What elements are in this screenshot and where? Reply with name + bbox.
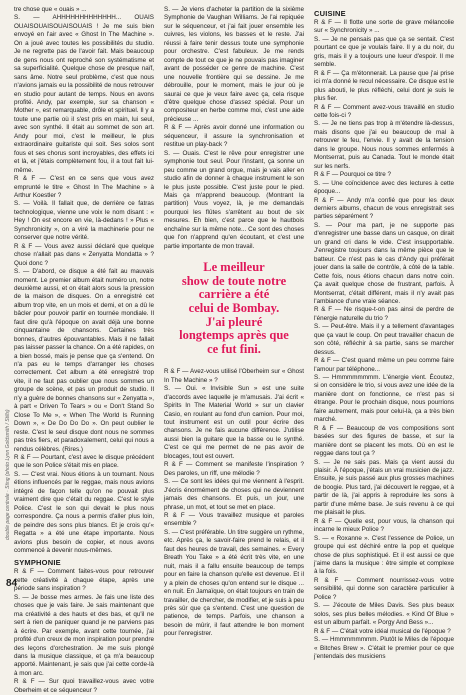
paragraph: R & F — Sur quoi travaillez-vous avec votre Oberheim et ce séquenceur ? [14,678,154,694]
paragraph: S. — Ce sont les idées qui me viennent à l'esprit. J'écris énormément de choses qui ne deviennent jamais des chansons. Et puis, un jour, une phrase, un mot, et tout se met en place. [164,478,304,511]
paragraph: R & F — Andy m'a confié que pour les deux derniers albums, chacun de vous enregistrait ses parties séparément ? [314,196,454,221]
paragraph: R & F — Pourtant, c'est avec le disque précédent que le son Police s'était mis en place. [14,454,154,470]
paragraph: S. — Je ne sais pas. Mais ça vient aussi du plaisir. À l'époque, j'étais un vrai musicien de jazz. Ensuite, je suis passé aux plus grosses machines de boogie. Plus tard, j'ai découvert le reggae, et à partir de là, j'ai appris à reproduire les sons à partir d'une même base. Je suis revenu à ce qui me plaisait le plus. [314,458,454,517]
pull-quote-line: Le meilleur [203,260,265,275]
paragraph: R & F — C'est en ce sens que vous avez emprunté le titre « Ghost In The Machine » à Arthur Koestler ? [14,175,154,199]
paragraph: S. — Ouais. C'est le rêve pour enregistrer une symphonie tout seul. Pour l'instant, ça sonne un peu comme un grand orgue, mais je vais aller en studio afin de donner à chaque instrument le son le plus juste possible. C'est juste pour le pied. Mais ça m'apprend beaucoup. (Montrant la partition) Vous voyez, là, je me demandais pourquoi les flûtes s'arrêtent au bout de six mesures. Eh bien, c'est parce que le hautbois enchaîne sur la même note... Ce sont des choses que l'on n'apprend qu'en écoutant, et c'est une partie importante de mon travail. [164,149,304,250]
paragraph: S. — D'abord, ce disque a été fait au mauvais moment. Le premier album était numéro un, notre deuxième aussi, et on était alors sous la pression de la maison de disques. On a enregistré cet album trop vite, en un mois et demi, et on a dû le bâcler pour pouvoir partir en tournée mondiale. Il faut dire qu'à l'époque on avait déjà une bonne cinquantaine de chansons. Certaines très bonnes, d'autres épouvantables. Mais il ne fallait pas laisser passer la chance. On a été rapides, on a bien bossé, mais je pense que ça s'entend. On n'a pas eu le temps d'arranger les choses correctement. Cet album a été enregistré trop vite, il ne faut pas oublier que nous sommes un groupe de scène, et pas un produit de studio. Il n'y a guère de bonnes chansons sur « Zenyatta », à part « Driven To Tears » ou « Don't Stand So Close To Me », « When The World Is Running Down », « De Do Do Do ». On peut oublier le reste. C'est le seul disque dont nous ne sommes pas très fiers, et paradoxalement, celui qui nous a rendus célèbres. (Rires.) [14,268,155,453]
paragraph: R & F — Avez-vous utilisé l'Oberheim sur « Ghost In The Machine » ? [164,368,304,384]
paragraph: R & F — Quelle est, pour vous, la chanson qui incarne le mieux Police ? [314,517,454,534]
paragraph: R & F — Après avoir donné une information ou séquenceur, il assure la synchronisation et restitue un play-back ? [164,124,304,149]
paragraph: R & F — C'est quand même un peu comme faire l'amour par téléphone... [314,357,454,373]
section-heading: SYMPHONIE [14,558,61,568]
column-1 [14,6,155,694]
paragraph: R & F — C'était votre idéal musical de l'époque ? [314,627,451,635]
pull-quote-line: longtemps après que [179,328,289,343]
paragraph: S. — C'est vrai. Nous étions à un tournant. Nous étions influencés par le reggae, mais nous avions intégré de façon telle qu'on ne pouvait plus vraiment dire que c'était du reggae. C'est le style Police. C'est le son qui devait le plus nous correspondre. Ça nous a permis d'aller plus loin, de peindre des sons plus blancs. Et je crois qu'« Regatta » a été une étape importante. Nous avions plus besoin de copier, et nous avons commencé à devenir nous-mêmes. [14,470,154,554]
paragraph: S. — Une coïncidence avec des lectures à cette époque... [314,179,454,196]
paragraph: R & F — Comment nourrissez-vous votre sensibilité, qui donne son caractère particulier à Police ? [314,576,454,601]
paragraph: R & F — Pourquoi ce titre ? [314,171,391,179]
pull-quote-line: J'ai pleuré [205,314,263,329]
paragraph: R & F — Ne risque-t-on pas ainsi de perdre de l'énergie naturelle du trio ? [314,306,454,322]
paragraph: S. — Hmmmmmmmm. Plutôt le Miles de l'époque « Bitches Brew ». C'était le premier pour ce que j'entendais des musiciens [314,636,454,660]
paragraph: S. — « Roxanne ». C'est l'essence de Police, un groupe qui est déchiré entre la pop et quelque chose de plus sophistiqué. Et il est aussi ce que j'aime dans la musique : être simple et complexe à la fois. [314,534,454,576]
paragraph: tre chose que « ouais » ... [14,6,87,13]
paragraph: S. — Pour ma part, je ne supporte pas d'enregistrer une basse dans un casque, on dirait un grand cri dans le vide. C'est insupportable. J'enregistre toujours dans la même pièce que le batteur. Ce n'est pas le cas d'Andy qui préférait jouer dans la salle de contrôle, à côté de la table. Cette fois, nous étions chacun dans notre coin. Ça avait quelque chose de frustrant, parfois. À Montserrat, c'était différent, mais il n'y avait pas l'ambiance d'une vraie séance. [314,221,454,305]
paragraph: S. — Oui. « Invisible Sun » est une suite d'accords avec laquelle je m'amusais. J'ai écrit « Spirits In The Material World » sur un clavier Casio, en roulant au fond d'un camion. Pour moi, tout instrument est un outil pour écrire des chansons. Je ne fais aucune différence. J'utilise aussi bien la guitare que la basse ou le synthé. C'est ce qui me permet de ne pas avoir de blocages, tout est ouvert. [164,385,304,460]
paragraph: S. — Je viens d'acheter la partition de la sixième Symphonie de Vaughan Williams. Je l'ai repiquée sur le séquenceur, et j'ai fait jouer ensemble les cuivres, les violons, les basses et le reste. J'ai réussi à faire tenir dessus toute une symphonie pour orchestre. C'est fabuleux. Je me rends compte de tout ce que je ne pouvais pas imaginer avant de posséder ce genre de machine. C'est une nouvelle frontière qui se dessine. Je me débrouille, pour le moment, mais le jour où je saurai ce que je veux faire avec ça, cela risque d'être quelque chose d'assez spécial. Pour un compositeur en herbe comme moi, c'est une aide précieuse ... [164,6,304,123]
pull-quote [164,259,304,358]
paragraph: R & F — Comment faites-vous pour retrouver cette créativité à chaque étape, après une période sans inspiration ? [14,568,154,593]
paragraph: S. — C'est préférable. Un titre suggère un rythme, etc. Après ça, le savoir-faire prend le relais, et il faut des heures de travail, des semaines. « Every Breath You Take » a été écrit très vite, en une nuit, mais il a fallu ensuite beaucoup de temps pour en faire la chanson qu'elle est devenue. Et il y a plein de choses qu'on entend sur le disque ... en nuit. En Jamaïque, on était toujours en train de travailler, de chercher, de modifier, et je suis à peu près sûr que ça s'entend. C'est une question de patience, de temps. Parfois, une chanson a besoin de mûrir, il faut attendre le bon moment pour l'enregistrer. [164,528,305,638]
pull-quote-line: carrière a été [198,287,270,302]
paragraph: R & F — Comment se manifeste l'inspiration ? Des paroles, un riff, une mélodie ? [164,461,304,477]
paragraph: S. — Voilà. Il fallait que, de derrière ce fatras technologique, vienne une voix le nom disant : « Hey ! On est encore en vie, là-dedans ! » Plus « Synchronicity », on a viré la machinerie pour ne conserver que notre vérité. [14,200,154,242]
paragraph: S. — Je ne pensais pas que ça se sentait. C'est pourtant ce que je voulais faire. Il y a du noir, du gris, mais il y a toujours une lueur d'espoir. Il me semble. [314,35,454,69]
page-number: 84 [6,578,18,589]
paragraph: S. — Hmmmmmmmm. L'énergie vient. Écoutez, si on considère le trio, si vous avez une idée de la manière dont on fonctionne, ce n'est pas si étrange. Pour le prochain disque, nous pourrions faire autrement, mais pour celui-là, ça a très bien marché. [314,374,454,424]
paragraph: R & F — Vous avez aussi déclaré que quelque chose n'allait pas dans « Zenyatta Mondatta » ? Quoi donc ? [14,242,154,267]
paragraph: S. — Peut-être. Mais il y a tellement d'avantages que ça vaut le coup. On peut travailler chacun de son côté, réfléchir à sa partie, sans se marcher dessus. [314,323,454,356]
pull-quote-line: celui de Bombay. [188,300,280,315]
paragraph: S. — Je ne tiens pas trop à m'étendre là-dessus, mais disons que j'ai eu beaucoup de mal à retrouver le feu, l'envie. Il y avait de la tension dans le groupe. Nous nous sommes enfermés à Montserrat, puis au Canada. Tout le monde était sur les nerfs. [314,120,454,170]
section-heading: CUISINE [314,9,346,18]
article-page [14,6,454,694]
paragraph: R & F — Beaucoup de vos compositions sont basées sur des figures de basse, et sur la manière dont se placent les mots. Où en est le reggae dans tout ça ? [314,424,454,458]
pull-quote-line: ce fut fini. [207,341,261,356]
paragraph: S. — J'écoute de Miles Davis. Ses plus beaux solos, ses plus belles mélodies. « Kind Of Blue » est un album parfait. « Porgy And Bess »... [314,602,454,627]
paragraph: S. — AHHHHHHHHHHHHH... OUAIS OUAISOUAISOUAISOUAIS ! Je me suis bien envoyé en l'air avec « Ghost In The Machine ». On a joué avec toutes les possibilités du studio. Je ne regrette pas de l'avoir fait. Mais beaucoup de gens nous ont reproché son systématisme et sa superficialité. Quelque chose de presque naïf, sans âme. Notre seul problème, c'est que nous n'avions jamais eu la possibilité de nous retrouver en studio pour autant de temps. Nous en avons profité. Andy, par exemple, sur sa chanson « Mother », est remarquable, drôle et spirituel. Il y a toute une partie où il s'est pris en main, lui seul, avec son synthé. Il était au sommet de son art. Andy pour moi, c'est le meilleur, le plus extraordinaire guitariste qui soit. Ses solos sont fous et ses chorus sont incroyables, des effets ici et là, et j'étais complètement fou, il a tout fait lui-même. [14,14,154,174]
paragraph: S. — Je bosse mes armes. Je fais une liste des choses que je vais faire. Je sais maintenant que ma créativité a des hauts et des bas, et qu'il ne sert à rien de paniquer quand je ne parviens pas à écrire. Par exemple, avant cette tournée, j'ai profité d'un creux de mon inspiration pour prendre des leçons d'orchestration. Je me suis plongé dans la musique classique, et ça m'a beaucoup apporté. Maintenant, je sais que j'ai cette corde-là à mon arc. [14,593,154,677]
paragraph: R & F — Vous travaillez musique et paroles ensemble ? [164,512,304,528]
column-3 [314,6,454,660]
photo-credit: double page centrale · Sting (photo Lynn Goldsmith / Stills) [5,409,11,540]
pull-quote-line: show de toute notre [181,273,287,288]
paragraph: R & F — Il flotte une sorte de grave mélancolie sur « Synchronicity » ... [314,19,454,35]
paragraph: R & F — Comment avez-vous travaillé en studio cette fois-ci ? [314,103,454,119]
paragraph: R & F — Ça m'étonnerait. La pause que j'ai prise ici m'a donné le recul nécessaire. Ce disque est le plus abouti, le plus réfléchi, celui dont je suis le plus fier. [314,69,454,103]
column-2 [164,6,305,638]
